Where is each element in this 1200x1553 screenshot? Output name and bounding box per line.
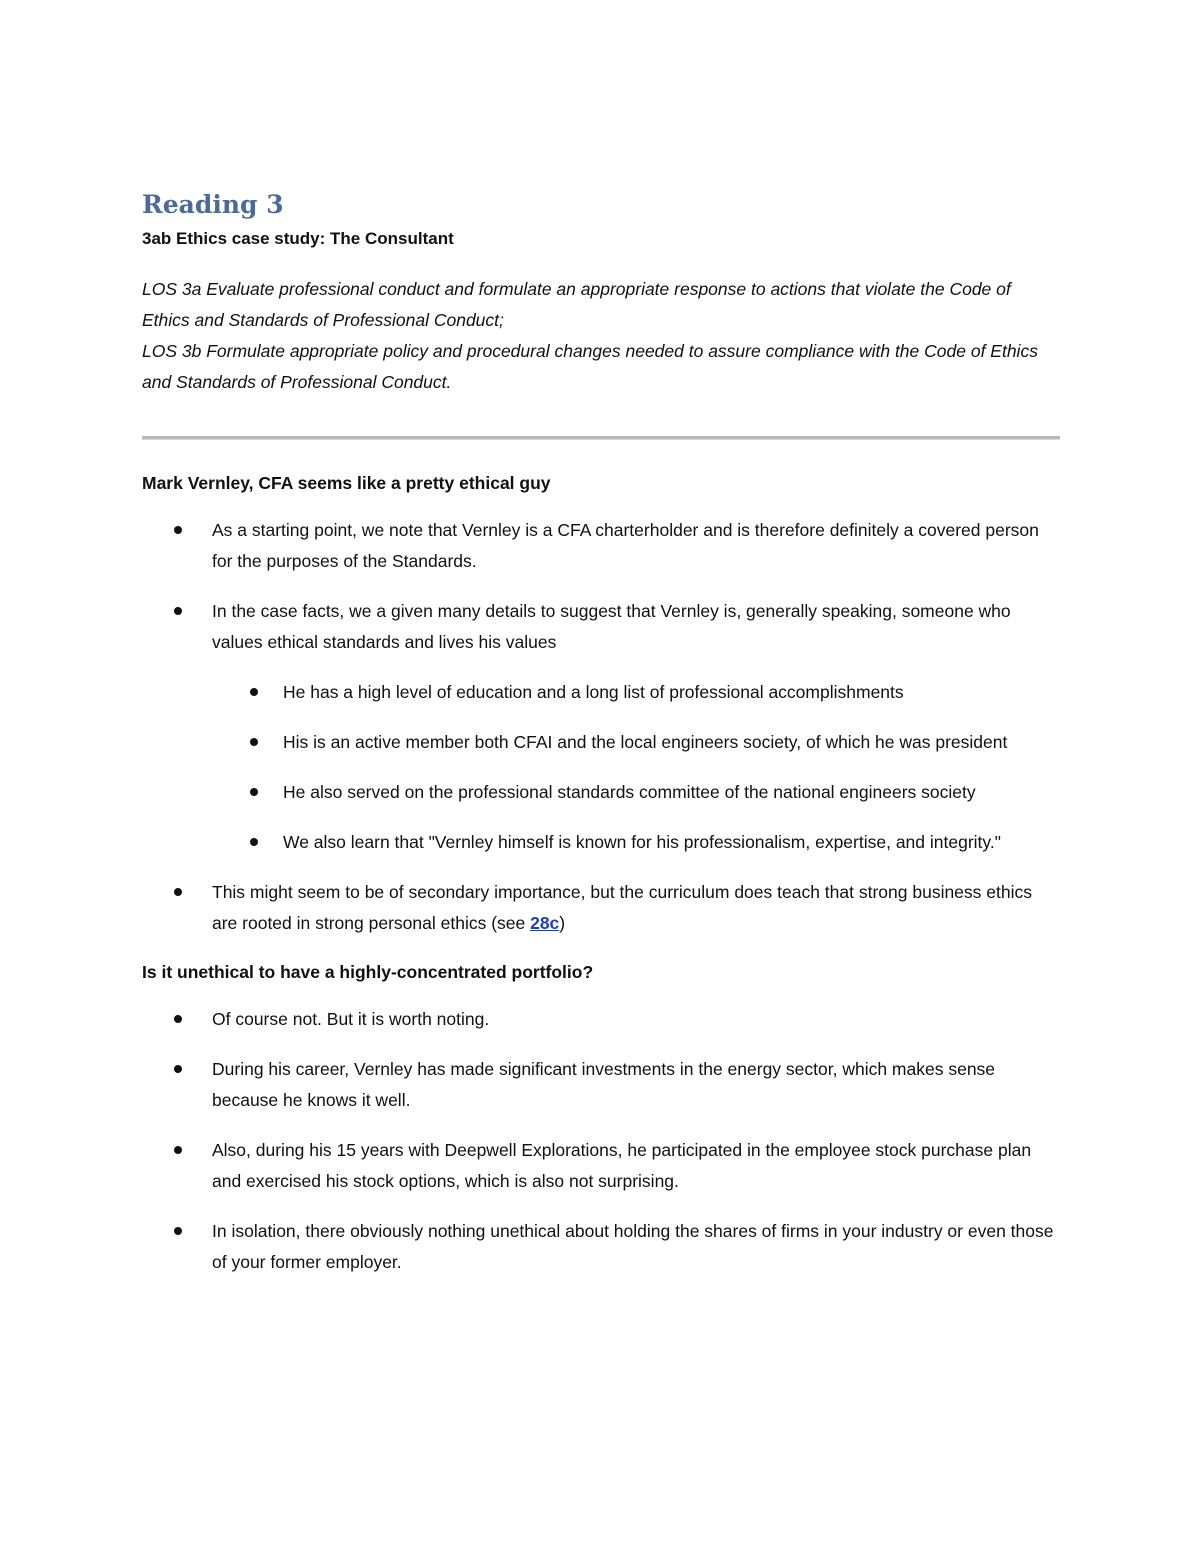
bullet-icon bbox=[174, 1227, 182, 1235]
sub-list bbox=[212, 677, 1060, 858]
los-3a: LOS 3a Evaluate professional conduct and formulate an appropriate response to actions that violate the Code of Ethics and Standards of Professional Conduct; bbox=[142, 279, 1011, 330]
document-page bbox=[142, 186, 1060, 1278]
learning-outcomes bbox=[142, 274, 1060, 398]
list-item: Also, during his 15 years with Deepwell Explorations, he participated in the employee stock purchase plan and exercised his stock options, which is also not surprising. bbox=[142, 1135, 1060, 1197]
list-item: During his career, Vernley has made significant investments in the energy sector, which makes sense because he knows it well. bbox=[142, 1054, 1060, 1116]
sub-list-item: We also learn that "Vernley himself is known for his professionalism, expertise, and integrity." bbox=[212, 827, 1060, 858]
los-3b: LOS 3b Formulate appropriate policy and procedural changes needed to assure compliance with the Code of Ethics and Standards of Professional Conduct. bbox=[142, 341, 1038, 392]
bullet-icon bbox=[174, 1146, 182, 1154]
list-item: As a starting point, we note that Vernley is a CFA charterholder and is therefore definitely a covered person for the purposes of the Standards. bbox=[142, 515, 1060, 577]
bullet-icon bbox=[250, 688, 258, 696]
bullet-icon bbox=[174, 526, 182, 534]
bullet-icon bbox=[250, 738, 258, 746]
sub-list-item: He also served on the professional standards committee of the national engineers society bbox=[212, 777, 1060, 808]
bullet-icon bbox=[174, 1015, 182, 1023]
bullet-icon bbox=[250, 838, 258, 846]
bullet-icon bbox=[174, 1065, 182, 1073]
section1-list bbox=[142, 515, 1060, 939]
section-heading-concentrated-portfolio: Is it unethical to have a highly-concentrated portfolio? bbox=[142, 962, 594, 982]
horizontal-divider bbox=[142, 436, 1060, 440]
list-item: In the case facts, we a given many details to suggest that Vernley is, generally speaking, someone who values ethical standards and lives his values He has a high level of education and a long list of professional accomplishments His is an active member both CFAI and the local engineers society, of which he was president He also served on the professional standards committee of the national engineers society We also learn that "Vernley himself is known for his professionalism, expertise, and integrity." bbox=[142, 596, 1060, 858]
section2-list bbox=[142, 1004, 1060, 1278]
list-item: Of course not. But it is worth noting. bbox=[142, 1004, 1060, 1035]
list-item: This might seem to be of secondary importance, but the curriculum does teach that strong business ethics are rooted in strong personal ethics (see 28c) bbox=[142, 877, 1060, 939]
list-item: In isolation, there obviously nothing unethical about holding the shares of firms in your industry or even those of your former employer. bbox=[142, 1216, 1060, 1278]
section-heading-ethical-guy: Mark Vernley, CFA seems like a pretty ethical guy bbox=[142, 473, 551, 493]
bullet-icon bbox=[250, 788, 258, 796]
page-subtitle: 3ab Ethics case study: The Consultant bbox=[142, 229, 454, 248]
sub-list-item: His is an active member both CFAI and the local engineers society, of which he was president bbox=[212, 727, 1060, 758]
page-title: Reading 3 bbox=[142, 190, 284, 219]
sub-list-item: He has a high level of education and a long list of professional accomplishments bbox=[212, 677, 1060, 708]
bullet-icon bbox=[174, 888, 182, 896]
reference-link-28c[interactable]: 28c bbox=[530, 913, 560, 933]
bullet-icon bbox=[174, 607, 182, 615]
